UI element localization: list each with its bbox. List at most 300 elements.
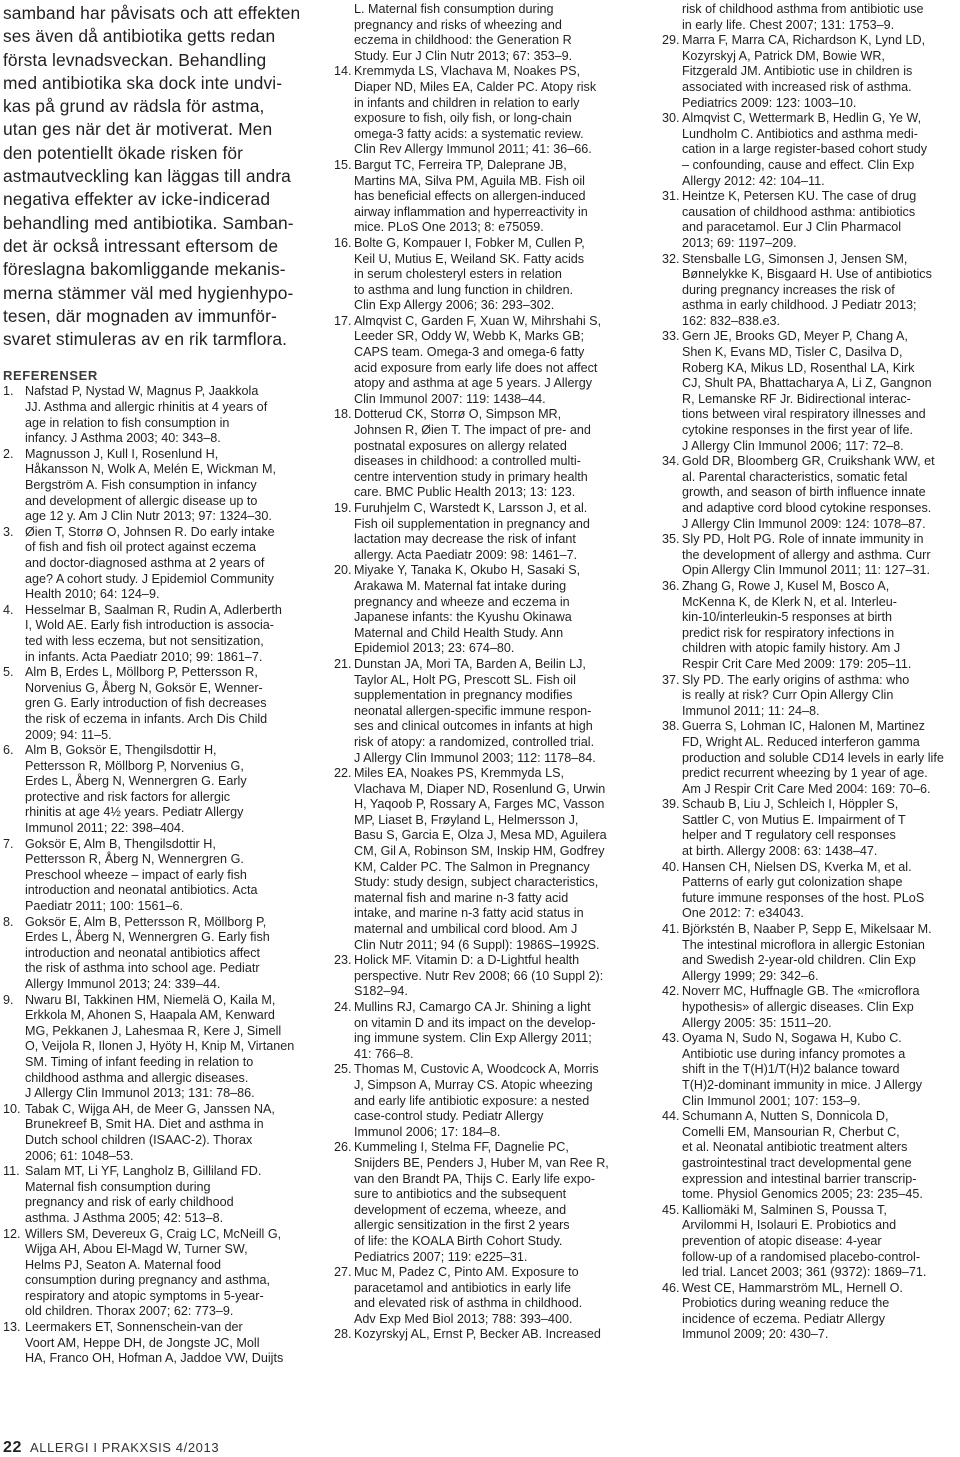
reference-text (682, 111, 958, 189)
reference-text-line: Clin Immunol 2007: 119: 1438–44. (354, 391, 546, 406)
reference-text-line: Keil U, Mutius E, Weiland SK. Fatty acids (354, 251, 585, 266)
reference-text-line: Håkansson N, Wolk A, Melén E, Wickman M, (25, 462, 277, 477)
reference-text-line: Noverr MC, Huffnagle GB. The «microflora (682, 984, 920, 999)
reference-text (25, 1320, 303, 1367)
reference-item (334, 501, 632, 563)
reference-text-line: and development of allergic disease up to (25, 493, 258, 508)
reference-text-line: Respir Crit Care Med 2009: 179: 205–11. (682, 656, 912, 671)
reference-number: 45. (662, 1202, 680, 1217)
reference-text-line: sure to antibiotics and the subsequent (354, 1187, 567, 1202)
body-text-line: föreslagna bakomliggande mekanis- (3, 259, 286, 280)
reference-text-line: Kozyrskyj AL, Ernst P, Becker AB. Increased (354, 1327, 601, 1342)
reference-text-line: and early life antibiotic exposure: a nested (354, 1093, 590, 1108)
reference-item (334, 1327, 632, 1343)
reference-item (662, 252, 958, 330)
reference-text-line: Study. Eur J Clin Nutr 2013; 67: 353–9. (354, 48, 573, 63)
reference-item (662, 860, 958, 922)
reference-text (682, 33, 958, 111)
reference-text-line: Hesselmar B, Saalman R, Rudin A, Adlerberth (25, 602, 282, 617)
reference-text-line: Shen K, Evans MD, Tisler C, Dasilva D, (682, 345, 903, 360)
reference-text-line: children with atopic family history. Am J (682, 641, 901, 656)
reference-list (662, 2, 958, 1343)
reference-number: 7. (3, 836, 14, 851)
reference-text-line: Brunekreef B, Smit HA. Diet and asthma in (25, 1117, 264, 1132)
reference-text-line: Allergy Immunol 2013; 24: 339–44. (25, 977, 221, 992)
body-text-line: utan ges när det är motiverat. Men (3, 119, 273, 140)
reference-text-line: H, Yaqoob P, Rossary A, Farges MC, Vasson (354, 797, 605, 812)
reference-text-line: O, Veijola R, Ilonen J, Hyöty H, Knip M, Virtanen (25, 1039, 295, 1054)
reference-text-line: maternal fish and marine n-3 fatty acid (354, 890, 569, 905)
reference-item (662, 2, 958, 33)
reference-text-line: centre intervention study in primary health (354, 469, 588, 484)
reference-text-line: Adv Exp Med Biol 2013; 788: 393–400. (354, 1311, 573, 1326)
reference-text (682, 1203, 958, 1281)
reference-text-line: airway inflammation and hyperreactivity in (354, 204, 588, 219)
reference-text-line: protective and risk factors for allergic (25, 789, 231, 804)
body-text-line: med antibiotika ska dock inte undvi- (3, 72, 283, 93)
column-middle (334, 2, 632, 1343)
reference-text-line: follow-up of a randomised placebo-control- (682, 1249, 921, 1264)
reference-text-line: and paracetamol. Eur J Clin Pharmacol (682, 220, 902, 235)
reference-text (682, 454, 958, 532)
reference-text-line: Alm B, Goksör E, Thengilsdottir H, (25, 743, 217, 758)
reference-text (682, 984, 958, 1031)
reference-text (682, 860, 958, 922)
reference-text-line: 41: 766–8. (354, 1046, 414, 1061)
reference-number: 18. (334, 407, 352, 422)
reference-text-line: Immunol 2006; 17: 184–8. (354, 1124, 501, 1139)
reference-text-line: Allergy 2012: 42: 104–11. (682, 173, 825, 188)
reference-text-line: L. Maternal fish consumption during (354, 2, 554, 16)
reference-text-line: the risk of asthma into school age. Pediatr (25, 961, 260, 976)
reference-text-line: the development of allergy and asthma. Curr (682, 547, 931, 562)
reference-text-line: Arakawa M. Maternal fat intake during (354, 578, 567, 593)
reference-number: 40. (662, 859, 680, 874)
page-footer (3, 1439, 219, 1457)
reference-text-line: FD, Wright AL. Reduced interferon gamma (682, 734, 920, 749)
reference-text-line: J Allergy Clin Immunol 2013; 131: 78–86. (25, 1086, 255, 1101)
reference-text-line: pregnancy and risks of wheezing and (354, 17, 562, 32)
reference-item (662, 1031, 958, 1109)
reference-item (3, 993, 303, 1102)
reference-item (3, 743, 303, 837)
reference-item (662, 579, 958, 673)
reference-number: 43. (662, 1031, 680, 1046)
reference-text (682, 922, 958, 984)
reference-text-line: T(H)2-dominant immunity in mice. J Allergy (682, 1077, 923, 1092)
reference-text-line: Immunol 2009; 20: 430–7. (682, 1327, 829, 1342)
reference-number: 36. (662, 578, 680, 593)
reference-text-line: Gold DR, Bloomberg GR, Cruikshank WW, et (682, 454, 935, 469)
reference-text (682, 797, 958, 859)
reference-text-line: Erdes L, Åberg N, Wennergren G. Early (25, 774, 247, 789)
reference-text (354, 1327, 632, 1343)
reference-text-line: Fish oil supplementation in pregnancy and (354, 516, 590, 531)
reference-text-line: on vitamin D and its impact on the develop- (354, 1015, 596, 1030)
reference-text-line: Japanese infants: the Kyushu Okinawa (354, 610, 572, 625)
reference-text-line: The intestinal microflora in allergic Estonian (682, 937, 925, 952)
reference-text-line: 162: 832–838.e3. (682, 313, 781, 328)
reference-number: 14. (334, 64, 352, 79)
reference-text-line: Dunstan JA, Mori TA, Barden A, Beilin LJ, (354, 656, 586, 671)
reference-item (3, 915, 303, 993)
reference-text-line: Pediatrics 2009: 123: 1003–10. (682, 95, 857, 110)
reference-text (354, 953, 632, 1000)
reference-text-line: causation of childhood asthma: antibiotics (682, 204, 916, 219)
reference-text-line: at birth. Allergy 2008: 63: 1438–47. (682, 844, 878, 859)
reference-text (25, 743, 303, 837)
reference-text-line: in early life. Chest 2007; 131: 1753–9. (682, 17, 895, 32)
reference-text-line: Bargut TC, Ferreira TP, Daleprane JB, (354, 157, 567, 172)
reference-text-line: MP, Liaset B, Frøyland L, Helmersson J, (354, 812, 579, 827)
reference-text-line: J, Simpson A, Murray CS. Atopic wheezing (354, 1077, 593, 1092)
body-text-line: svaret stimuleras av en rik tarmflora. (3, 329, 288, 350)
reference-text-line: Comelli EM, Mansourian R, Cherbut C, (682, 1124, 900, 1139)
reference-text (682, 673, 958, 720)
reference-text-line: Epidemiol 2013; 23: 674–80. (354, 641, 515, 656)
reference-text-line: Furuhjelm C, Warstedt K, Larsson J, et al. (354, 501, 588, 515)
reference-text-line: future immune responses of the host. PLoS (682, 890, 925, 905)
reference-text (354, 1000, 632, 1062)
reference-text-line: J Allergy Clin Immunol 2009: 124: 1078–87. (682, 516, 926, 531)
reference-text-line: Pediatrics 2007; 119: e225–31. (354, 1249, 528, 1264)
reference-text-line: asthma in early childhood. J Pediatr 2013; (682, 298, 917, 313)
reference-text (354, 657, 632, 766)
reference-item (662, 1203, 958, 1281)
reference-text-line: lactation may decrease the risk of infant (354, 532, 576, 547)
reference-text-line: maternal and umbilical cord blood. Am J (354, 922, 578, 937)
reference-number (662, 2, 682, 33)
reference-text-line: acid exposure from early life does not affect (354, 360, 598, 375)
reference-item (3, 1164, 303, 1226)
reference-item (334, 2, 632, 64)
reference-item (334, 1140, 632, 1265)
reference-number: 31. (662, 189, 680, 204)
reference-number: 33. (662, 329, 680, 344)
reference-text-line: Norvenius G, Åberg N, Goksör E, Wenner- (25, 680, 263, 695)
reference-text-line: Diaper ND, Miles EA, Calder PC. Atopy risk (354, 79, 597, 94)
body-text-line: ses även då antibiotika getts redan (3, 26, 276, 47)
reference-text-line: Bergström A. Fish consumption in infancy (25, 478, 257, 493)
reference-text-line: Bolte G, Kompauer I, Fobker M, Cullen P, (354, 235, 585, 250)
reference-item (3, 1320, 303, 1367)
reference-text-line: age? A cohort study. J Epidemiol Community (25, 571, 274, 586)
reference-number: 34. (662, 454, 680, 469)
reference-text-line: CM, Gil A, Robinson SM, Inskip HM, Godfrey (354, 844, 605, 859)
reference-text-line: development of eczema, wheeze, and (354, 1202, 567, 1217)
reference-text-line: Almqvist C, Garden F, Xuan W, Mihrshahi S, (354, 313, 602, 328)
reference-text-line: Pettersson R, Möllborg P, Norvenius G, (25, 758, 244, 773)
reference-text-line: Salam MT, Li YF, Langholz B, Gilliland FD. (25, 1164, 262, 1179)
references-heading: REFERENSER (3, 368, 98, 384)
reference-text (25, 1227, 303, 1321)
reference-number: 8. (3, 914, 14, 929)
reference-item (334, 766, 632, 953)
reference-text-line: Nafstad P, Nystad W, Magnus P, Jaakkola (25, 384, 259, 399)
reference-number: 2. (3, 446, 14, 461)
reference-text-line: van den Brandt PA, Thijs C. Early life expo- (354, 1171, 596, 1186)
reference-text-line: Wijga AH, Abou El-Magd W, Turner SW, (25, 1242, 248, 1257)
reference-item (662, 454, 958, 532)
reference-number: 44. (662, 1109, 680, 1124)
reference-text-line: Johnsen R, Øien T. The impact of pre- and (354, 423, 591, 438)
reference-text-line: Magnusson J, Kull I, Rosenlund H, (25, 446, 219, 461)
reference-number: 28. (334, 1327, 352, 1342)
reference-text-line: 2013; 69: 1197–209. (682, 235, 797, 250)
reference-text-line: gren G. Early introduction of fish decreases (25, 696, 267, 711)
reference-text-line: Patterns of early gut colonization shape (682, 875, 903, 890)
reference-text-line: ing immune system. Clin Exp Allergy 2011; (354, 1031, 592, 1046)
reference-text (354, 314, 632, 408)
reference-text-line: Alm B, Erdes L, Möllborg P, Pettersson R, (25, 665, 258, 680)
reference-text-line: Pettersson R, Åberg N, Wennergren G. (25, 852, 244, 867)
reference-text-line: Snijders BE, Penders J, Huber M, van Ree R, (354, 1155, 609, 1170)
reference-text-line: Kummeling I, Stelma FF, Dagnelie PC, (354, 1140, 569, 1155)
reference-text (682, 579, 958, 673)
reference-number: 38. (662, 719, 680, 734)
reference-text-line: cation in a large register-based cohort study (682, 142, 928, 157)
reference-text-line: infancy. J Asthma 2003; 40: 343–8. (25, 431, 221, 446)
reference-text-line: – confounding, cause and effect. Clin Exp (682, 157, 915, 172)
reference-number: 13. (3, 1320, 21, 1335)
reference-number: 29. (662, 33, 680, 48)
reference-text-line: West CE, Hammarström ML, Hernell O. (682, 1280, 903, 1295)
reference-text-line: Bønnelykke K, Bisgaard H. Use of antibiotics (682, 267, 932, 282)
reference-text-line: Clin Nutr 2011; 94 (6 Suppl): 1986S–1992S. (354, 937, 600, 952)
reference-text-line: Øien T, Storrø O, Johnsen R. Do early intake (25, 524, 275, 539)
reference-item (3, 1102, 303, 1164)
reference-text-line: tions between viral respiratory illnesses and (682, 407, 926, 422)
body-text-line: kas på grund av rädsla för astma, (3, 96, 265, 117)
reference-text-line: Goksör E, Alm B, Thengilsdottir H, (25, 836, 216, 851)
reference-number (334, 2, 354, 64)
reference-text-line: Sly PD, Holt PG. Role of innate immunity in (682, 532, 924, 547)
reference-text-line: Martins MA, Silva PM, Aguila MB. Fish oil (354, 173, 585, 188)
reference-number: 15. (334, 157, 352, 172)
reference-item (334, 953, 632, 1000)
reference-text-line: postnatal exposures on allergy related (354, 438, 567, 453)
column-right (662, 2, 958, 1343)
reference-text-line: Kalliomäki M, Salminen S, Poussa T, (682, 1202, 887, 1217)
reference-item (662, 33, 958, 111)
reference-text-line: Fitzgerald JM. Antibiotic use in children is (682, 64, 913, 79)
reference-item (662, 189, 958, 251)
reference-item (662, 111, 958, 189)
reference-text (25, 603, 303, 665)
reference-text (682, 719, 958, 797)
reference-text-line: during pregnancy increases the risk of (682, 282, 895, 297)
reference-text-line: consumption during pregnancy and asthma, (25, 1273, 271, 1288)
reference-text-line: has beneficial effects on allergen-induced (354, 189, 586, 204)
reference-number: 12. (3, 1226, 21, 1241)
reference-item (3, 525, 303, 603)
reference-text-line: risk of atopy: a randomized, controlled trial. (354, 734, 595, 749)
reference-item (3, 665, 303, 743)
reference-number: 42. (662, 984, 680, 999)
reference-text-line: expression and intestinal barrier transcrip- (682, 1171, 917, 1186)
reference-text-line: 2009; 94: 11–5. (25, 727, 112, 742)
reference-number: 22. (334, 766, 352, 781)
reference-number: 17. (334, 313, 352, 328)
reference-text-line: Leeder SR, Oddy W, Webb K, Marks GB; (354, 329, 585, 344)
reference-text-line: omega-3 fatty acids: a systematic review. (354, 126, 584, 141)
reference-text-line: risk of childhood asthma from antibiotic use (682, 2, 924, 16)
reference-text-line: HA, Franco OH, Hofman A, Jaddoe VW, Duijts (25, 1351, 284, 1366)
reference-text-line: 2006; 61: 1048–53. (25, 1148, 134, 1163)
reference-item (3, 447, 303, 525)
reference-text-line: Holick MF. Vitamin D: a D-Lightful health (354, 953, 580, 968)
reference-number: 11. (3, 1164, 20, 1179)
reference-number: 16. (334, 235, 352, 250)
reference-text-line: Maternal fish consumption during (25, 1179, 211, 1194)
reference-text (682, 329, 958, 454)
reference-text-line: ses and clinical outcomes in infants at high (354, 719, 593, 734)
reference-number: 5. (3, 665, 14, 680)
reference-text (354, 158, 632, 236)
reference-text (25, 447, 303, 525)
reference-number: 19. (334, 501, 352, 515)
reference-text-line: Arvilommi H, Isolauri E. Probiotics and (682, 1218, 897, 1233)
reference-text-line: J Allergy Clin Immunol 2006; 117: 72–8. (682, 438, 904, 453)
reference-text-line: mice. PLoS One 2013; 8: e75059. (354, 220, 544, 235)
reference-text-line: S182–94. (354, 984, 408, 999)
reference-text-line: and adaptive cord blood cytokine responses. (682, 501, 932, 515)
reference-text-line: Miyake Y, Tanaka K, Okubo H, Sasaki S, (354, 563, 581, 578)
reference-text-line: introduction and neonatal antibiotics affect (25, 945, 261, 960)
reference-item (662, 532, 958, 579)
reference-item (662, 1281, 958, 1343)
reference-text-line: exposure to fish, oily fish, or long-chain (354, 111, 572, 126)
reference-text-line: predict risk for respiratory infections in (682, 625, 895, 640)
reference-text (354, 1265, 632, 1327)
reference-text-line: Oyama N, Sudo N, Sogawa H, Kubo C. (682, 1031, 902, 1046)
reference-number: 9. (3, 992, 14, 1007)
reference-text-line: growth, and season of birth influence innate (682, 485, 926, 500)
reference-text-line: Sly PD. The early origins of asthma: who (682, 672, 910, 687)
body-text-line: merna stämmer väl med hygienhypo- (3, 282, 294, 303)
reference-text-line: pregnancy and wheeze and eczema in (354, 594, 570, 609)
reference-number: 20. (334, 563, 352, 578)
reference-text (682, 252, 958, 330)
reference-text-line: is really at risk? Curr Opin Allergy Clin (682, 688, 894, 703)
reference-text-line: Leermakers ET, Sonnenschein-van der (25, 1320, 243, 1335)
reference-text-line: and Swedish 2-year-old children. Clin Exp (682, 953, 916, 968)
reference-text (354, 64, 632, 158)
reference-text-line: Probiotics during weaning reduce the (682, 1296, 890, 1311)
reference-text-line: Lundholm C. Antibiotics and asthma medi- (682, 126, 918, 141)
reference-text-line: the risk of eczema in infants. Arch Dis Child (25, 711, 268, 726)
reference-text-line: and elevated risk of asthma in childhood. (354, 1296, 583, 1311)
reference-number: 21. (334, 656, 352, 671)
reference-text-line: Clin Exp Allergy 2006; 36: 293–302. (354, 298, 555, 313)
reference-number: 30. (662, 111, 680, 126)
reference-item (334, 1265, 632, 1327)
reference-text-line: Heintze K, Petersen KU. The case of drug (682, 189, 917, 204)
reference-number: 4. (3, 602, 14, 617)
reference-text (682, 532, 958, 579)
reference-text-line: to asthma and lung function in children. (354, 282, 574, 297)
reference-text-line: childhood asthma and allergic diseases. (25, 1070, 249, 1085)
reference-number: 41. (662, 922, 680, 937)
body-text-line: det är också intressant eftersom de (3, 235, 279, 256)
reference-text (354, 236, 632, 314)
reference-text-line: Clin Immunol 2001; 107: 153–9. (682, 1093, 861, 1108)
reference-number: 39. (662, 797, 680, 812)
reference-text-line: tome. Physiol Genomics 2005; 23: 235–45. (682, 1187, 923, 1202)
reference-item (334, 1000, 632, 1062)
reference-item (334, 1062, 632, 1140)
reference-text-line: Helms PJ, Seaton A. Maternal food (25, 1257, 222, 1272)
reference-text-line: Erdes L, Åberg N, Wennergren G. Early fish (25, 930, 270, 945)
reference-text-line: J Allergy Clin Immunol 2003; 112: 1178–84. (354, 750, 596, 765)
reference-text-line: in infants. Acta Paediatr 2010; 99: 1861–7. (25, 649, 263, 664)
reference-text-line: CJ, Shult PA, Bhattacharya A, Li Z, Gangnon (682, 376, 932, 391)
reference-text-line: JJ. Asthma and allergic rhinitis at 4 years of (25, 400, 268, 415)
reference-text (682, 1281, 958, 1343)
reference-item (334, 64, 632, 158)
reference-text-line: incidence of eczema. Pediatr Allergy (682, 1311, 886, 1326)
body-text-line: astmautveckling kan läggas till andra (3, 166, 291, 187)
reference-text-line: Erkkola M, Ahonen S, Haapala AM, Kenward (25, 1008, 275, 1023)
reference-text-line: McKenna K, de Klerk N, et al. Interleu- (682, 594, 897, 609)
reference-text-line: KM, Calder PC. The Salmon in Pregnancy (354, 859, 590, 874)
reference-text-line: Schumann A, Nutten S, Donnicola D, (682, 1109, 889, 1124)
reference-text-line: Gern JE, Brooks GD, Meyer P, Chang A, (682, 329, 908, 344)
reference-number: 27. (334, 1265, 352, 1280)
reference-text-line: Tabak C, Wijga AH, de Meer G, Janssen NA, (25, 1101, 275, 1116)
reference-item (662, 329, 958, 454)
reference-number: 46. (662, 1280, 680, 1295)
reference-item (334, 407, 632, 501)
reference-number: 1. (3, 384, 14, 399)
reference-text-line: Björkstén B, Naaber P, Sepp E, Mikelsaar M. (682, 922, 932, 937)
reference-list (334, 2, 632, 1343)
reference-item (334, 158, 632, 236)
body-text-line: tesen, där mognaden av immunför- (3, 305, 277, 326)
reference-text-line: atopy and asthma at age 5 years. J Allergy (354, 376, 593, 391)
reference-item (334, 236, 632, 314)
reference-number: 25. (334, 1062, 352, 1077)
reference-text-line: Mullins RJ, Camargo CA Jr. Shining a light (354, 1000, 591, 1014)
reference-text-line: Kozyrskyj A, Patrick DM, Bowie WR, (682, 48, 885, 63)
reference-text-line: old children. Thorax 2007; 62: 773–9. (25, 1304, 234, 1319)
reference-text (354, 563, 632, 657)
reference-text-line: allergic sensitization in the first 2 years (354, 1218, 570, 1233)
reference-number: 26. (334, 1140, 352, 1155)
reference-text-line: Nwaru BI, Takkinen HM, Niemelä O, Kaila M, (25, 992, 276, 1007)
reference-item (334, 563, 632, 657)
reference-text (354, 501, 632, 563)
reference-text-line: Dutch school children (ISAAC-2). Thorax (25, 1132, 253, 1147)
reference-text-line: Immunol 2011; 11: 24–8. (682, 703, 820, 718)
reference-text-line: of life: the KOALA Birth Cohort Study. (354, 1233, 563, 1248)
reference-number: 23. (334, 953, 352, 968)
reference-number: 37. (662, 672, 680, 687)
reference-text-line: production and soluble CD14 levels in early life (682, 750, 944, 765)
body-text-line: första levnadsveckan. Behandling (3, 49, 267, 70)
reference-text-line: case-control study. Pediatr Allergy (354, 1109, 544, 1124)
reference-text (25, 525, 303, 603)
reference-list (3, 384, 303, 1366)
reference-text-line: CAPS team. Omega-3 and omega-6 fatty (354, 345, 585, 360)
reference-text-line: hypothesis» of allergic diseases. Clin Exp (682, 1000, 914, 1014)
reference-text-line: and doctor-diagnosed asthma at 2 years of (25, 555, 265, 570)
reference-item (662, 984, 958, 1031)
reference-text-line: prevention of atopic disease: 4-year (682, 1233, 882, 1248)
reference-text (25, 993, 303, 1102)
reference-text (354, 766, 632, 953)
reference-text-line: paracetamol and antibiotics in early life (354, 1280, 572, 1295)
